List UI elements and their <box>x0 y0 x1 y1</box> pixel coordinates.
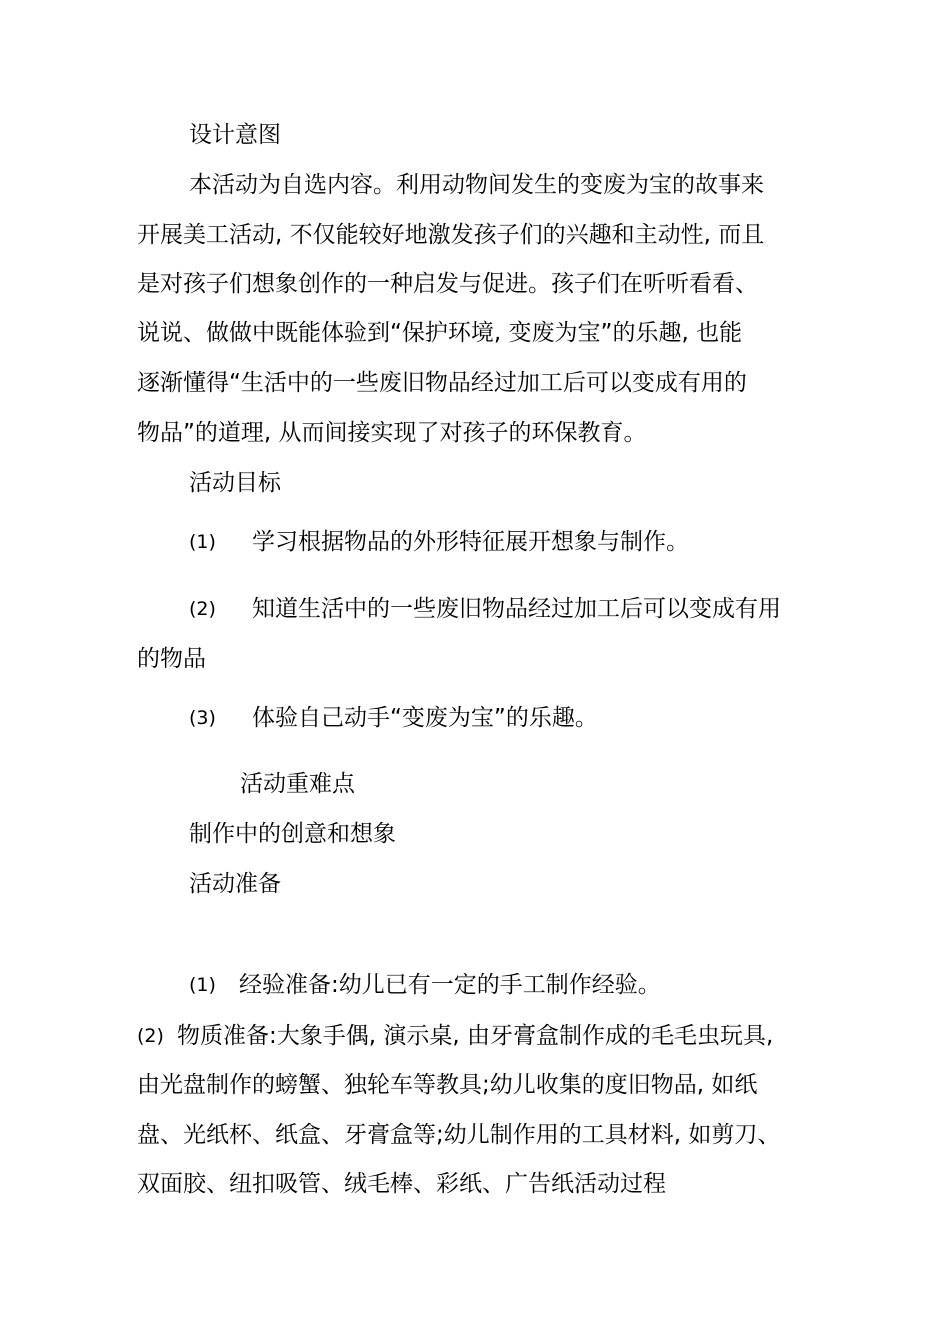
list-item-number: (2) <box>137 1025 164 1047</box>
paragraph-line: 本活动为自选内容。利用动物间发生的变废为宝的故事来 <box>189 172 764 198</box>
paragraph-line: 是对孩子们想象创作的一种启发与促进。孩子们在听听看看、 <box>137 271 758 297</box>
section-heading-key-points: 活动重难点 <box>240 771 355 797</box>
paragraph-line: 双面胶、纽扣吸管、绒毛棒、彩纸、广告纸活动过程 <box>137 1171 666 1197</box>
list-item-number: (2) <box>189 598 216 620</box>
section-heading-design-intent: 设计意图 <box>189 122 281 148</box>
paragraph-line: 物质准备:大象手偶, 演示桌, 由牙膏盒制作成的毛毛虫玩具, <box>177 1023 774 1049</box>
list-item-number: (3) <box>189 707 216 729</box>
list-item-number: (1) <box>189 974 216 996</box>
list-item-text: 知道生活中的一些废旧物品经过加工后可以变成有用 <box>252 596 781 622</box>
list-item-text: 体验自己动手“变废为宝”的乐趣。 <box>252 705 598 731</box>
list-item-text-continued: 的物品 <box>137 646 206 672</box>
paragraph-line: 逐渐懂得“生活中的一些废旧物品经过加工后可以变成有用的 <box>137 370 747 396</box>
key-points-text: 制作中的创意和想象 <box>189 821 396 847</box>
list-item-text: 学习根据物品的外形特征展开想象与制作。 <box>252 529 689 555</box>
list-item-text: 经验准备:幼儿已有一定的手工制作经验。 <box>239 972 661 998</box>
section-heading-goals: 活动目标 <box>189 470 281 496</box>
paragraph-line: 盘、光纸杯、纸盒、牙膏盒等;幼儿制作用的工具材料, 如剪刀、 <box>137 1122 781 1148</box>
paragraph-line: 由光盘制作的螃蟹、独轮车等教具;幼儿收集的度旧物品, 如纸 <box>137 1072 758 1098</box>
section-heading-preparation: 活动准备 <box>189 871 281 897</box>
paragraph-line: 物品”的道理, 从而间接实现了对孩子的环保教育。 <box>137 420 647 446</box>
paragraph-line: 开展美工活动, 不仅能较好地激发孩子们的兴趣和主动性, 而且 <box>137 222 765 248</box>
paragraph-line: 说说、做做中既能体验到“保护环境, 变废为宝”的乐趣, 也能 <box>137 320 743 346</box>
list-item-number: (1) <box>189 531 216 553</box>
